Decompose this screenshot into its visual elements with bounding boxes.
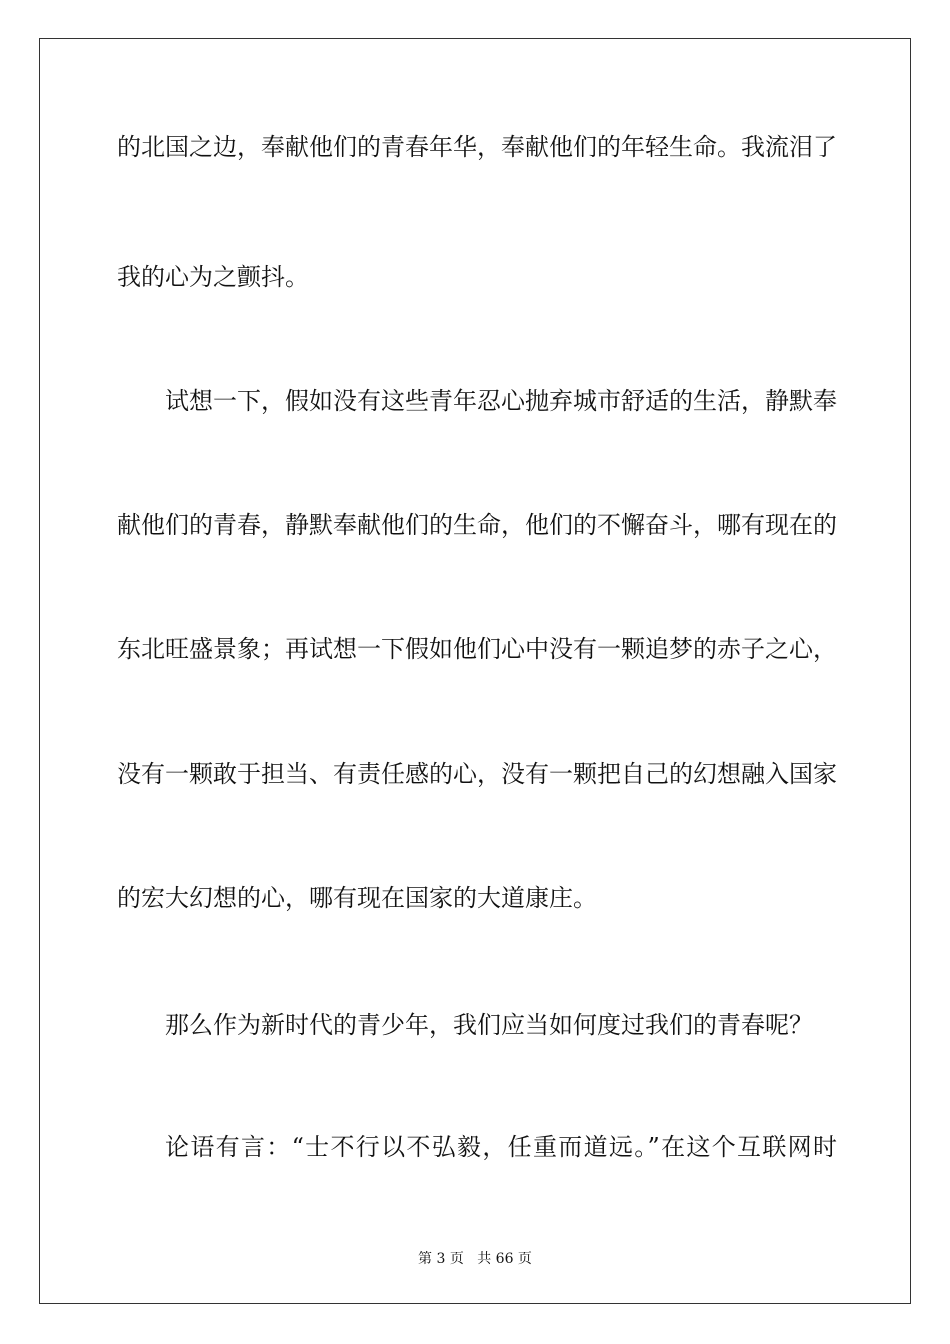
text-line: 东北旺盛景象；再试想一下假如他们心中没有一颗追梦的赤子之心， xyxy=(117,635,837,663)
text-line: 的宏大幻想的心，哪有现在国家的大道康庄。 xyxy=(117,884,597,912)
text-line: 没有一颗敢于担当、有责任感的心，没有一颗把自己的幻想融入国家 xyxy=(117,760,837,788)
text-line: 献他们的青春，静默奉献他们的生命，他们的不懈奋斗，哪有现在的 xyxy=(117,511,837,539)
page-total: 共 66 页 xyxy=(477,1251,532,1267)
page-border xyxy=(39,38,911,1304)
page-number: 第 3 页 xyxy=(418,1251,464,1267)
text-line: 我的心为之颤抖。 xyxy=(117,263,309,291)
text-line: 那么作为新时代的青少年，我们应当如何度过我们的青春呢？ xyxy=(165,1011,813,1039)
page-footer xyxy=(0,1248,950,1268)
text-line: 论语有言：“士不行以不弘毅，任重而道远。”在这个互联网时 xyxy=(165,1133,837,1161)
text-line: 试想一下，假如没有这些青年忍心抛弃城市舒适的生活，静默奉 xyxy=(165,387,837,415)
text-line: 的北国之边，奉献他们的青春年华，奉献他们的年轻生命。我流泪了 xyxy=(117,133,837,161)
